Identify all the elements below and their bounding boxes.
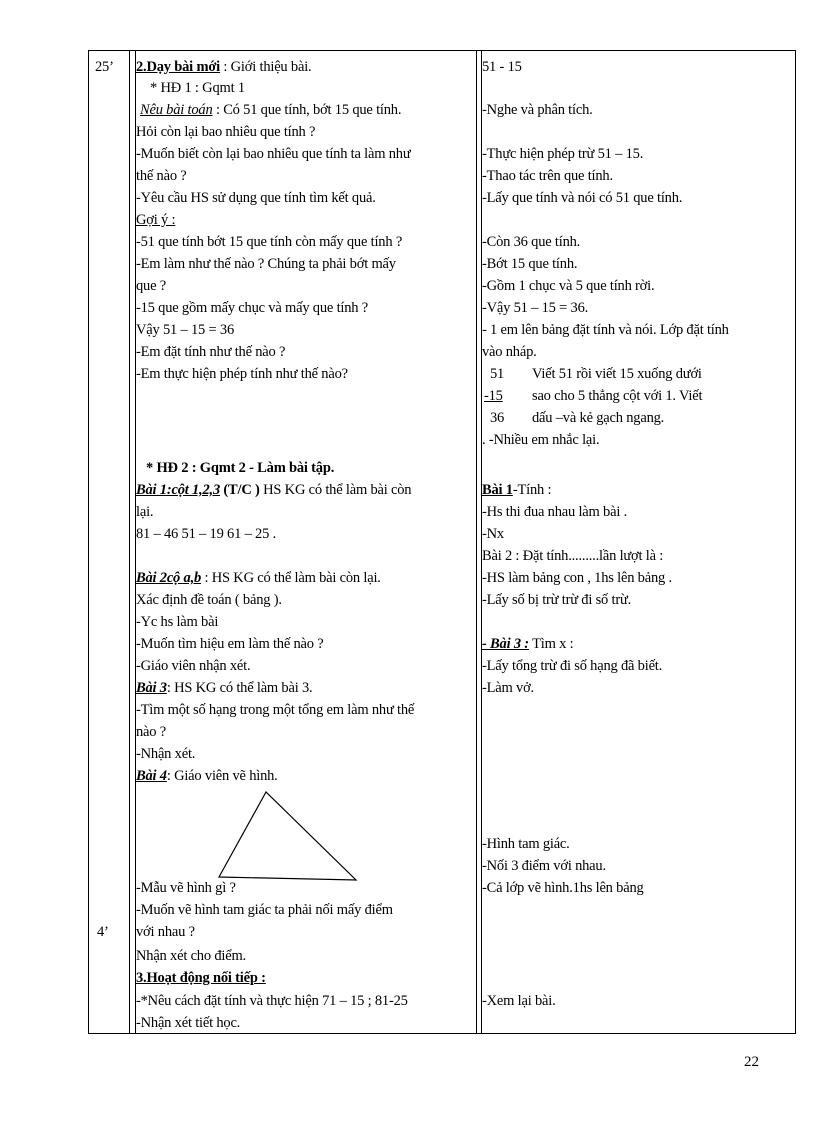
line: Bài 1:cột 1,2,3 (T/C ) HS KG có thể làm bài còn xyxy=(136,482,412,498)
line: dấu –và kẻ gạch ngang. xyxy=(532,410,665,426)
column-calc-top: 51 xyxy=(490,366,505,382)
line: sao cho 5 thẳng cột với 1. Viết xyxy=(532,388,703,404)
line: que ? xyxy=(136,278,166,294)
line: Bài 3: HS KG có thể làm bài 3. xyxy=(136,680,313,696)
line: -Làm vở. xyxy=(482,680,534,696)
line: Nêu bài toán : Có 51 que tính, bớt 15 que tính. xyxy=(140,102,402,118)
triangle-figure xyxy=(216,787,366,882)
line: vào nháp. xyxy=(482,344,537,360)
line: lại. xyxy=(136,504,154,520)
line: Bài 4: Giáo viên vẽ hình. xyxy=(136,768,278,784)
line: Bài 2cộ a,b : HS KG có thể làm bài còn lại. xyxy=(136,570,381,586)
line: Gợi ý : xyxy=(136,212,176,228)
line: -Vậy 51 – 15 = 36. xyxy=(482,300,589,316)
line: -Nx xyxy=(482,526,504,542)
line: -*Nêu cách đặt tính và thực hiện 71 – 15 ; 81-25 xyxy=(136,993,408,1009)
line: -Nhận xét tiết học. xyxy=(136,1015,241,1031)
line: Viết 51 rồi viết 15 xuống dưới xyxy=(532,366,702,382)
page-number: 22 xyxy=(744,1054,759,1070)
line: nào ? xyxy=(136,724,166,740)
column-divider xyxy=(476,51,477,1033)
line: -Muốn tìm hiệu em làm thế nào ? xyxy=(136,636,324,652)
column-calc-sub: -15 xyxy=(484,388,503,404)
line: -Thao tác trên que tính. xyxy=(482,168,613,184)
lesson-table xyxy=(88,50,796,1034)
line: -Còn 36 que tính. xyxy=(482,234,581,250)
line: -HS làm bảng con , 1hs lên bảng . xyxy=(482,570,672,586)
line: . -Nhiều em nhắc lại. xyxy=(482,432,600,448)
line: -Hình tam giác. xyxy=(482,836,570,852)
student-activities xyxy=(482,51,794,1033)
line: với nhau ? xyxy=(136,924,195,940)
line: Vậy 51 – 15 = 36 xyxy=(136,322,235,338)
line: -Em làm như thế nào ? Chúng ta phải bớt mấy xyxy=(136,256,396,272)
time-25: 25’ xyxy=(95,59,114,75)
time-column xyxy=(89,51,129,1033)
line: 3.Hoạt động nối tiếp : xyxy=(136,970,266,986)
line: -Muốn vẽ hình tam giác ta phải nối mấy điểm xyxy=(136,902,393,918)
line: -Em đặt tính như thế nào ? xyxy=(136,344,286,360)
line: - Bài 3 : Tìm x : xyxy=(482,636,574,652)
line: -Lấy số bị trừ trừ đi số trừ. xyxy=(482,592,632,608)
line: 51 - 15 xyxy=(482,59,522,75)
line: - 1 em lên bảng đặt tính và nói. Lớp đặt tính xyxy=(482,322,729,338)
line: -Nối 3 điểm với nhau. xyxy=(482,858,606,874)
line: Xác định đề toán ( bảng ). xyxy=(136,592,282,608)
line: -Em thực hiện phép tính như thế nào? xyxy=(136,366,348,382)
line: -Nghe và phân tích. xyxy=(482,102,593,118)
line: -Xem lại bài. xyxy=(482,993,556,1009)
line: Bài 2 : Đặt tính.........lần lượt là : xyxy=(482,548,664,564)
line: -Tìm một số hạng trong một tổng em làm như thế xyxy=(136,702,415,718)
line: * HĐ 1 : Gqmt 1 xyxy=(150,80,245,96)
line: -Bớt 15 que tính. xyxy=(482,256,578,272)
line: -Giáo viên nhận xét. xyxy=(136,658,251,674)
line: -Mẫu vẽ hình gì ? xyxy=(136,880,236,896)
line: -51 que tính bớt 15 que tính còn mấy que tính ? xyxy=(136,234,403,250)
line: -Hs thi đua nhau làm bài . xyxy=(482,504,628,520)
time-4: 4’ xyxy=(97,924,109,940)
line: -Yêu cầu HS sử dụng que tính tìm kết quả. xyxy=(136,190,376,206)
line: -Lấy tổng trừ đi số hạng đã biết. xyxy=(482,658,663,674)
line: -15 que gồm mấy chục và mấy que tính ? xyxy=(136,300,368,316)
line: -Muốn biết còn lại bao nhiêu que tính ta làm như xyxy=(136,146,411,162)
column-divider xyxy=(129,51,130,1033)
line: -Yc hs làm bài xyxy=(136,614,219,630)
line: -Nhận xét. xyxy=(136,746,196,762)
line: -Thực hiện phép trừ 51 – 15. xyxy=(482,146,644,162)
line: -Cả lớp vẽ hình.1hs lên bảng xyxy=(482,880,644,896)
teacher-activities xyxy=(136,51,476,1033)
line: Bài 1-Tính : xyxy=(482,482,552,498)
line: 2.Dạy bài mới : Giới thiệu bài. xyxy=(136,59,312,75)
line: Nhận xét cho điểm. xyxy=(136,948,246,964)
line: -Lấy que tính và nói có 51 que tính. xyxy=(482,190,683,206)
line: Hỏi còn lại bao nhiêu que tính ? xyxy=(136,124,316,140)
line: -Gồm 1 chục và 5 que tính rời. xyxy=(482,278,655,294)
line: thế nào ? xyxy=(136,168,187,184)
column-calc-result: 36 xyxy=(490,410,505,426)
line: 81 – 46 51 – 19 61 – 25 . xyxy=(136,526,277,542)
line: * HĐ 2 : Gqmt 2 - Làm bài tập. xyxy=(146,460,335,476)
